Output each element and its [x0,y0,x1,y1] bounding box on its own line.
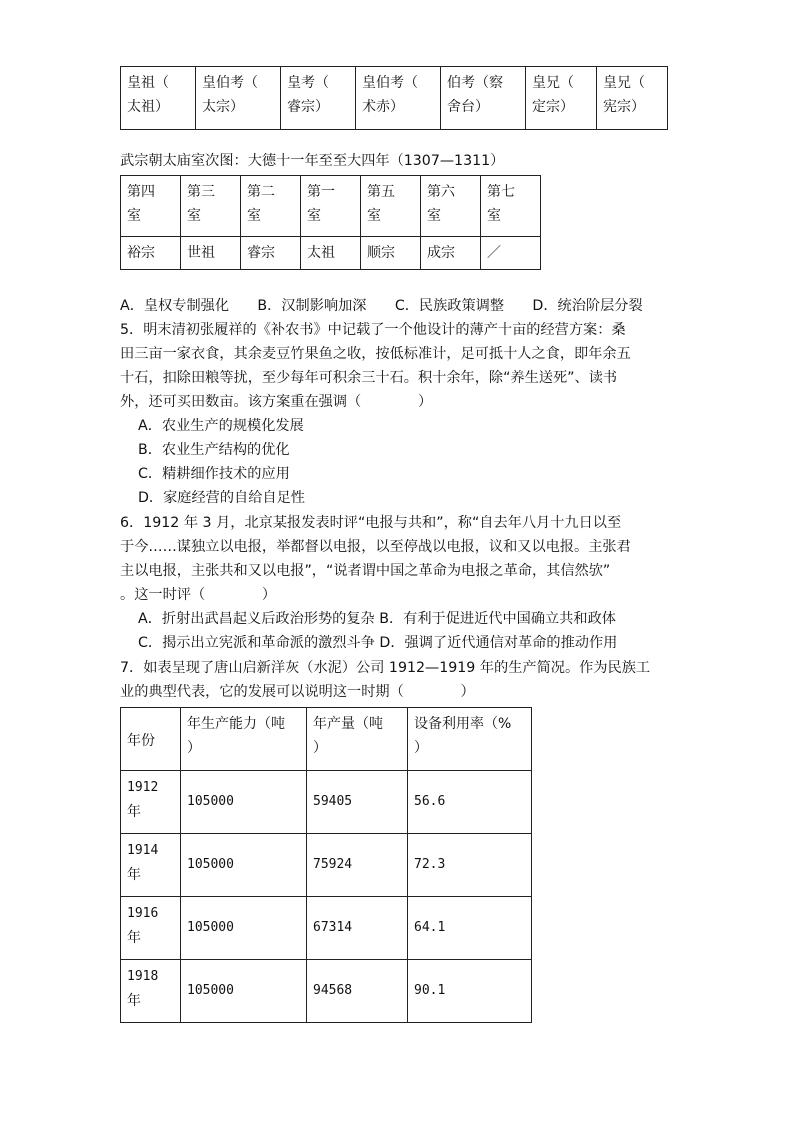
table2-caption: 武宗朝太庙室次图：大德十一年至至大四年（1307—1311） [120,153,505,169]
ancestor-table [120,66,668,130]
header-cell [181,708,307,771]
header-cell [408,708,532,771]
output-cell: 75924 [307,834,408,897]
table-cell [241,176,301,237]
cell-line: 第五 [367,184,395,200]
q5-option-d: D．家庭经营的自给自足性 [138,490,305,506]
q6-line: 6．1912 年 3 月，北京某报发表时评“电报与共和”，称“自去年八月十九日以至 [120,515,622,531]
q5-option-a: A．农业生产的规模化发展 [138,418,304,434]
cell-line: 年份 [127,733,155,749]
cell-line: 伯考（察 [447,75,503,91]
cell-line: 皇伯考（ [202,75,258,91]
output-cell: 59405 [307,771,408,834]
table-cell [301,176,361,237]
table-cell: 裕宗 [121,237,181,270]
year-cell [121,897,181,960]
year-cell [121,834,181,897]
cell-line: 第六 [427,184,455,200]
q6-options-ab: A．折射出武昌起义后政治形势的复杂 B．有利于促进近代中国确立共和政体 [138,611,616,627]
cell-line: 年 [127,867,141,883]
cell-line: 室 [367,208,381,224]
table-cell [361,176,421,237]
cell-line: ） [414,740,428,756]
q4-options: A．皇权专制强化 B．汉制影响加深 C．民族政策调整 D．统治阶层分裂 [120,298,643,314]
q5-line: 十石，扣除田粮等扰，至少每年可积余三十石。积十余年，除“养生送死”、读书 [120,370,618,386]
output-cell: 94568 [307,960,408,1023]
q6-line: 于今……谋独立以电报，举都督以电报，以至停战以电报，议和又以电报。主张君 [120,539,631,555]
cell-line: 室 [427,208,441,224]
table-cell [421,176,481,237]
table-cell [196,67,281,130]
q5-option-c: C．精耕细作技术的应用 [138,466,290,482]
q5-option-b: B．农业生产结构的优化 [138,442,290,458]
cell-line: 年生产能力（吨 [187,716,285,732]
table-row [121,834,532,897]
header-cell [307,708,408,771]
cell-line: ） [187,740,201,756]
year-cell [121,771,181,834]
q7-line: 业的典型代表，它的发展可以说明这一时期（ ） [120,684,475,700]
cell-line: 第二 [247,184,275,200]
table-cell: 睿宗 [241,237,301,270]
cell-line: 室 [187,208,201,224]
table-cell: 太祖 [301,237,361,270]
table-row [121,960,532,1023]
cell-line: 设备利用率（% [414,716,512,732]
table-cell [121,67,196,130]
cell-line: 术赤） [362,99,404,115]
table-cell: 成宗 [421,237,481,270]
header-cell [121,708,181,771]
table-row [121,237,541,270]
q6-line: 。这一时评（ ） [120,587,277,603]
cell-line: 第一 [307,184,335,200]
table-row [121,771,532,834]
cell-line: 太宗） [202,99,244,115]
cell-line: 年 [127,930,141,946]
q6-line: 主以电报，主张共和又以电报”，“说者谓中国之革命为电报之革命，其信然欤” [120,563,611,579]
capacity-cell: 105000 [181,771,307,834]
table-cell: ／ [481,237,541,270]
table-row [121,897,532,960]
table-cell [526,67,597,130]
cell-line: 室 [247,208,261,224]
cell-line: 定宗） [532,99,574,115]
cell-line: 皇伯考（ [362,75,418,91]
production-table [120,707,532,1023]
cell-line: 室 [307,208,321,224]
capacity-cell: 105000 [181,960,307,1023]
cell-line: 1914 [127,843,159,858]
table-cell: 世祖 [181,237,241,270]
cell-line: 皇祖（ [127,75,169,91]
cell-line: 太祖） [127,99,169,115]
rate-cell: 64.1 [408,897,532,960]
table-cell [356,67,441,130]
table-cell [441,67,526,130]
cell-line: 皇考（ [287,75,329,91]
cell-line: 室 [487,208,501,224]
cell-line: 皇兄（ [603,75,645,91]
cell-line: 年 [127,993,141,1009]
q5-line: 田三亩一家衣食，其余麦豆竹果鱼之收，按低标准计，足可抵十人之食，即年余五 [120,346,631,362]
capacity-cell: 105000 [181,897,307,960]
table-cell [481,176,541,237]
rate-cell: 56.6 [408,771,532,834]
q6-options-cd: C．揭示出立宪派和革命派的激烈斗争 D．强调了近代通信对革命的推动作用 [138,635,618,651]
cell-line: ） [313,740,327,756]
table-cell [121,176,181,237]
cell-line: 第七 [487,184,515,200]
cell-line: 1916 [127,906,159,921]
table-cell [597,67,668,130]
cell-line: 年产量（吨 [313,716,383,732]
q5-line: 5．明末清初张履祥的《补农书》中记载了一个他设计的薄产十亩的经营方案：桑 [120,322,626,338]
table-cell [181,176,241,237]
table-row [121,67,668,130]
table-header-row [121,708,532,771]
cell-line: 第三 [187,184,215,200]
cell-line: 睿宗） [287,99,329,115]
rate-cell: 90.1 [408,960,532,1023]
year-cell [121,960,181,1023]
rate-cell: 72.3 [408,834,532,897]
cell-line: 年 [127,804,141,820]
temple-chamber-table [120,175,541,270]
cell-line: 舍台） [447,99,489,115]
table-cell: 顺宗 [361,237,421,270]
capacity-cell: 105000 [181,834,307,897]
cell-line: 皇兄（ [532,75,574,91]
table-cell [281,67,356,130]
cell-line: 室 [127,208,141,224]
q5-line: 外，还可买田数亩。该方案重在强调（ ） [120,394,433,410]
cell-line: 宪宗） [603,99,645,115]
cell-line: 1912 [127,780,159,795]
q7-line: 7．如表呈现了唐山启新洋灰（水泥）公司 1912—1919 年的生产简况。作为民族工 [120,660,651,676]
cell-line: 1918 [127,969,159,984]
table-row [121,176,541,237]
output-cell: 67314 [307,897,408,960]
cell-line: 第四 [127,184,155,200]
